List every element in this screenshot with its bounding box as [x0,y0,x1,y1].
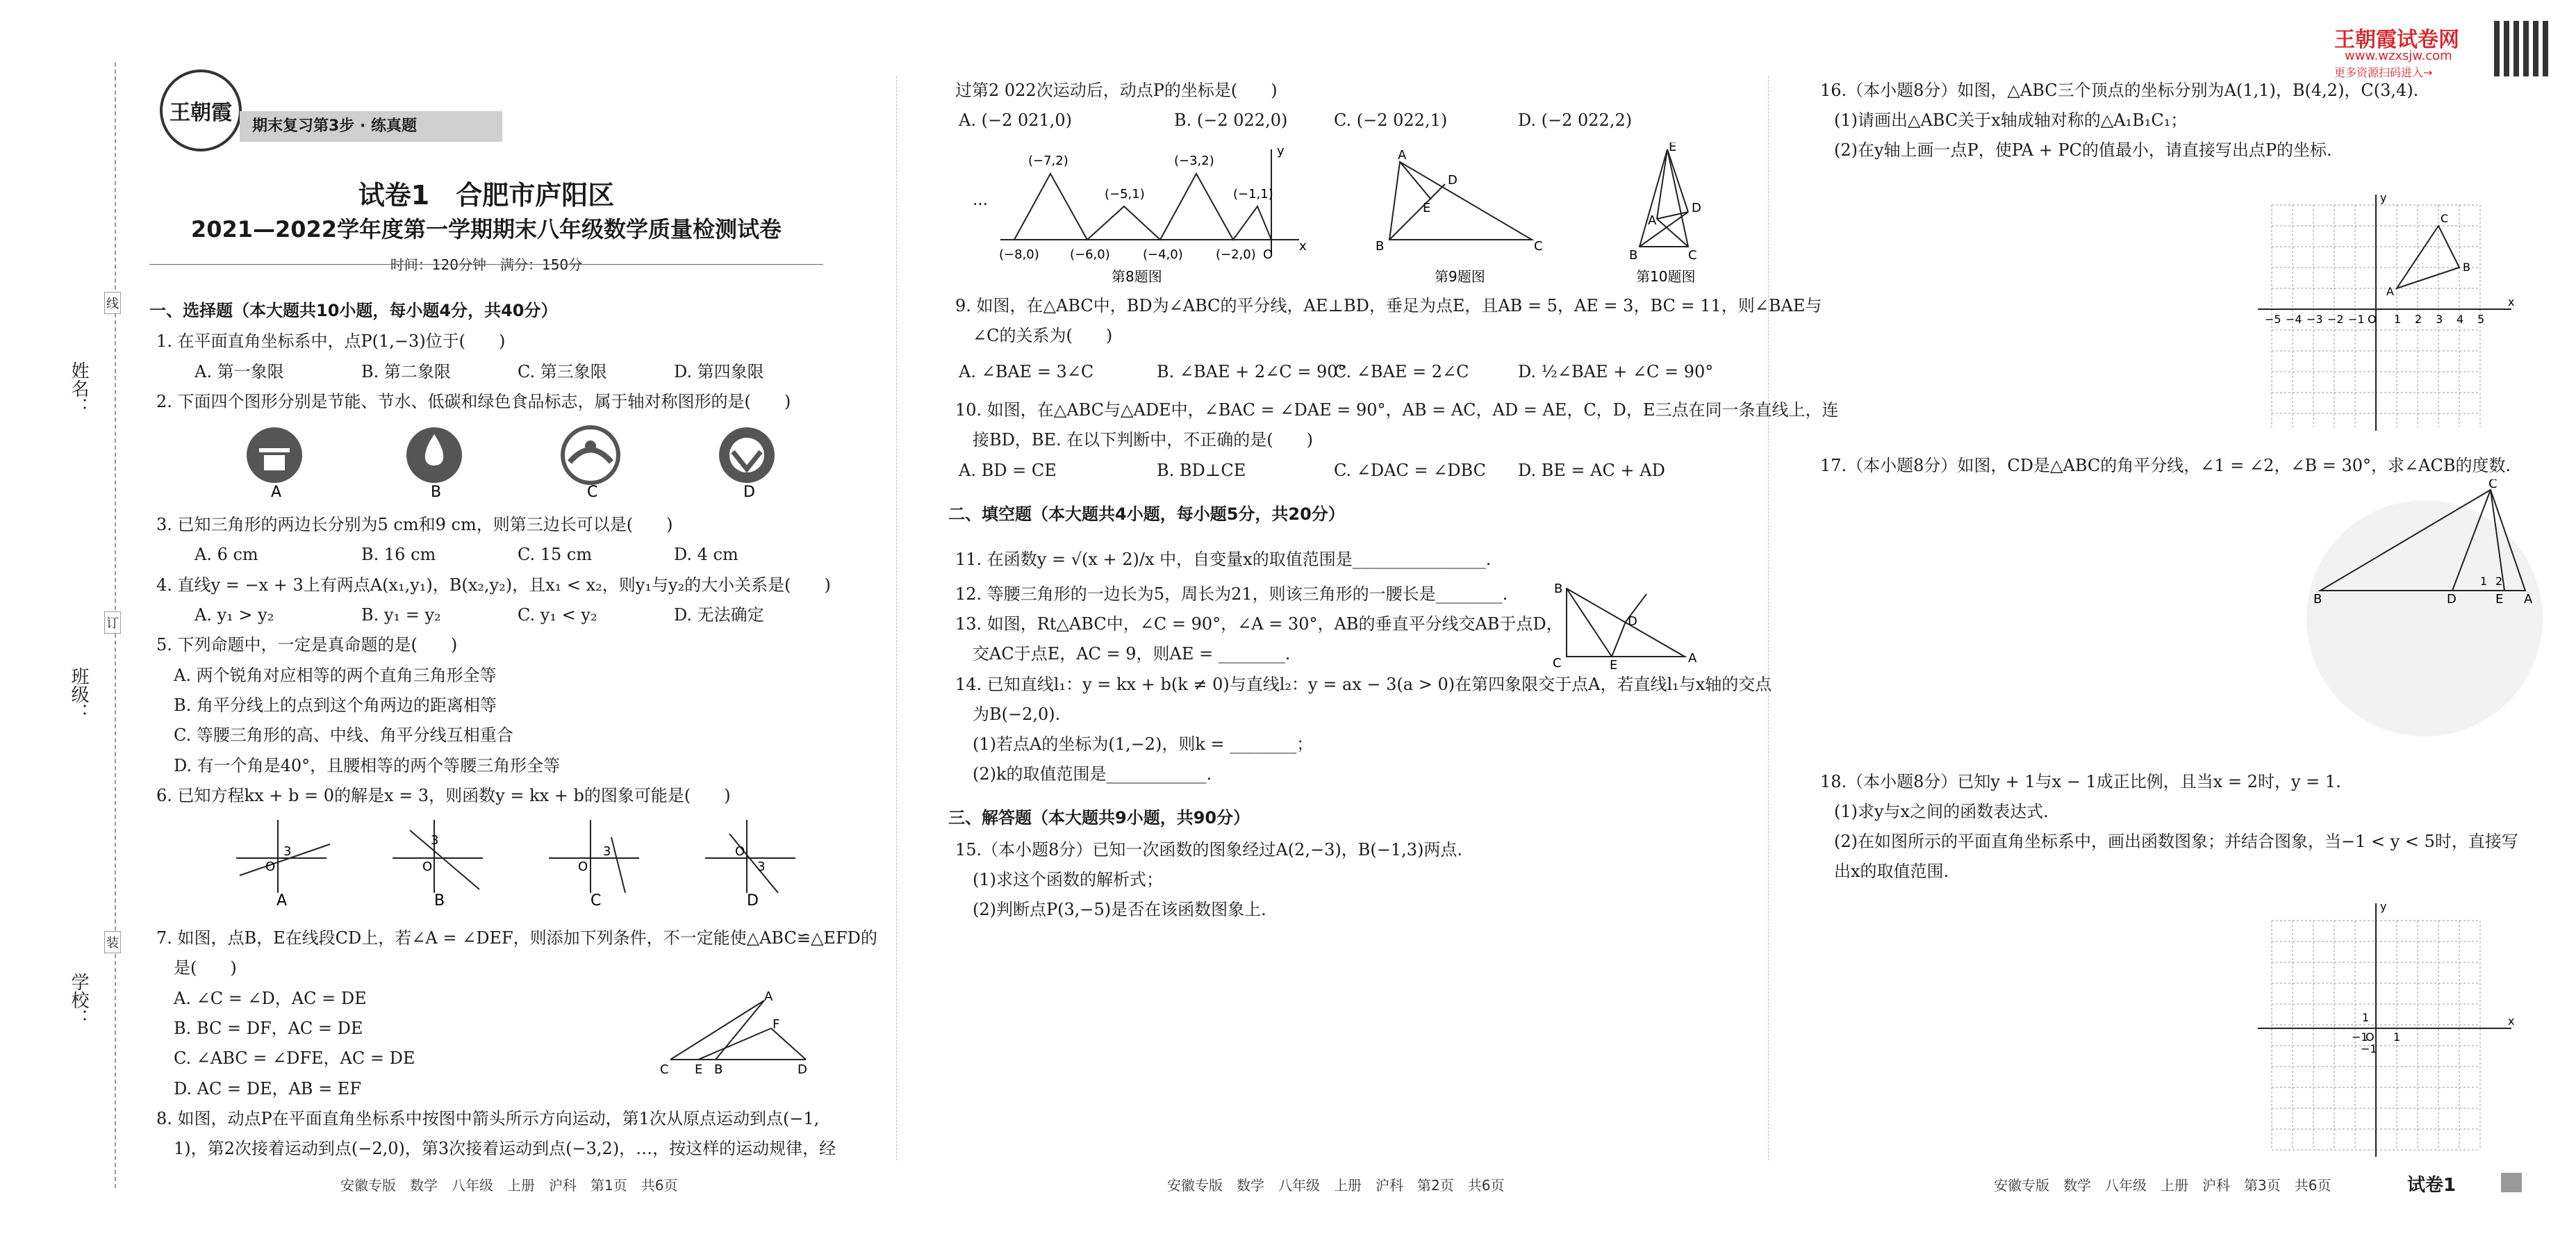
q5-option-d[interactable]: D. 有一个角是40°，且腰相等的两个等腰三角形全等 [174,756,561,775]
q1-option-c[interactable]: C. 第三象限 [518,362,607,381]
svg-text:−1: −1 [2352,1030,2368,1044]
svg-text:y: y [2380,900,2387,913]
q3-stem: 3. 已知三角形的两边长分别为5 cm和9 cm，则第三边长可以是( ) [156,515,673,534]
q3-option-b[interactable]: B. 16 cm [361,545,436,564]
brand-logo-text: 王朝霞 [170,101,232,125]
fig8-pt-4: (−1,1) [1233,187,1273,201]
q2-label-b: B [431,484,442,500]
class-field-label: 班级： [68,667,89,721]
svg-text:D: D [2447,592,2457,607]
q14-stem-cont: 为B(−2,0). [973,705,1061,724]
svg-text:C: C [1688,248,1697,263]
fold-mark-1: 线 [104,292,121,314]
fig8-origin: O [1263,247,1273,262]
fig9-caption: 第9题图 [1435,268,1485,285]
water-logo-icon [406,427,462,483]
svg-text:5: 5 [2477,313,2485,326]
column-divider-1 [896,76,897,1160]
fig10-triangle [1640,149,1688,247]
q7-option-b[interactable]: B. BC = DF，AC = DE [174,1019,363,1038]
fold-mark-2: 订 [104,611,121,634]
fig9-triangle [1389,162,1532,240]
svg-text:A: A [2386,285,2394,298]
footer-page-1: 安徽专版 数学 八年级 上册 沪科 第1页 共6页 [340,1177,678,1194]
svg-text:A: A [1688,651,1697,666]
fig8-pt-2: (−5,1) [1105,187,1145,201]
svg-text:D: D [1628,614,1637,629]
q5-option-a[interactable]: A. 两个锐角对应相等的两个直角三角形全等 [174,666,497,685]
step-tag-text: 期末复习第3步 · 练真题 [252,117,417,135]
column-divider-2 [1768,76,1769,1160]
q10-stem: 10. 如图，在△ABC与△ADE中，∠BAC = ∠DAE = 90°，AB = AC，AD = AE，C，D，E三点在同一条直线上，连 [955,400,1839,420]
fig8-base-3: (−4,0) [1143,247,1183,262]
q6-graphs [222,816,820,907]
step-tag [240,111,502,142]
svg-text:3: 3 [603,844,611,859]
svg-text:E: E [695,1062,703,1077]
greenfood-logo-icon [719,427,775,483]
svg-text:2: 2 [2495,575,2503,588]
section-1-heading: 一、选择题（本大题共10小题，每小题4分，共40分） [149,301,558,320]
svg-text:O: O [265,859,276,874]
svg-text:E: E [1669,142,1677,154]
q15-part-2: (2)判断点P(3,−5)是否在该函数图象上. [973,900,1266,919]
q8-stem-end: 过第2 022次运动后，动点P的坐标是( ) [955,81,1278,100]
svg-text:E: E [2495,592,2504,607]
q9-option-b[interactable]: B. ∠BAE + 2∠C = 90° [1157,362,1346,381]
svg-text:1: 1 [2394,313,2402,326]
svg-text:D: D [1692,201,1701,215]
fig8-base-1: (−8,0) [999,247,1039,262]
svg-text:B: B [1554,582,1563,596]
svg-text:−1: −1 [2348,313,2365,326]
q10-option-a[interactable]: A. BD = CE [959,461,1057,480]
svg-text:B: B [714,1062,723,1077]
lowcarbon-logo-icon [563,427,618,483]
svg-text:C: C [1553,656,1562,670]
q16-part-2: (2)在y轴上画一点P，使PA + PC的值最小，请直接写出点P的坐标. [1834,140,2332,160]
svg-text:−2: −2 [2327,313,2344,326]
q5-stem: 5. 下列命题中，一定是真命题的是( ) [156,635,458,655]
q7-option-a[interactable]: A. ∠C = ∠D，AC = DE [174,989,367,1008]
q4-stem: 4. 直线y = −x + 3上有两点A(x₁,y₁)，B(x₂,y₂)，且x₁ < x₂，则y₁与y₂的大小关系是( ) [156,575,831,595]
q15-stem: 15.（本小题8分）已知一次函数的图象经过A(2,−3)，B(−1,3)两点. [955,840,1463,859]
section-2-heading: 二、填空题（本大题共4小题，每小题5分，共20分） [948,504,1345,524]
svg-text:C: C [2441,212,2449,225]
q10-option-b[interactable]: B. BD⊥CE [1157,461,1246,480]
triangle-abc [2397,226,2459,288]
q2-logos [236,424,834,500]
q10-option-c[interactable]: C. ∠DAC = ∠DBC [1334,461,1486,480]
svg-text:B: B [1629,248,1638,263]
q1-option-a[interactable]: A. 第一象限 [195,362,284,381]
q18-grid [2244,900,2522,1160]
svg-text:D: D [1448,173,1458,188]
q15-part-1: (1)求这个函数的解析式； [973,870,1163,889]
q4-option-c[interactable]: C. y₁ < y₂ [518,605,597,625]
q9-stem-cont: ∠C的关系为( ) [973,326,1113,345]
svg-text:−3: −3 [2306,313,2323,326]
svg-text:−5: −5 [2265,313,2281,326]
school-field-label: 学校： [68,973,89,1027]
q6-label-b: B [434,892,445,907]
svg-text:2: 2 [2415,313,2422,326]
paper-title: 试卷1 合肥市庐阳区 [358,180,615,211]
q6-label-d: D [747,892,759,907]
q10-stem-cont: 接BD，BE. 在以下判断中，不正确的是( ) [973,430,1314,450]
svg-text:1: 1 [2362,1011,2370,1024]
q14-part-2: (2)k的取值范围是____________. [973,764,1212,784]
svg-text:4: 4 [2457,313,2464,326]
svg-text:3: 3 [283,844,292,859]
q5-option-c[interactable]: C. 等腰三角形的高、中线、角平分线互相重合 [174,725,513,745]
q7-stem: 7. 如图，点B，E在线段CD上，若∠A = ∠DEF，则添加下列条件，不一定能使△ABC≌△EFD的 [156,928,877,948]
svg-text:3: 3 [2436,313,2443,326]
q18-part-1: (1)求y与x之间的函数表达式. [1834,802,2049,821]
q6-stem: 6. 已知方程kx + b = 0的解是x = 3，则函数y = kx + b的图象可能是( ) [156,786,731,805]
q2-label-a: A [271,484,282,500]
svg-text:B: B [2463,261,2470,274]
svg-text:E: E [1423,201,1431,215]
paper-meta: 时间：120分钟 满分：150分 [390,256,583,273]
q7-option-c[interactable]: C. ∠ABC = ∠DFE，AC = DE [174,1048,415,1068]
q18-part-2: (2)在如图所示的平面直角坐标系中，画出函数图象；并结合图象，当−1 < y < 5时，直接写 [1834,832,2518,851]
qr-code[interactable] [2494,21,2550,76]
q6-label-a: A [276,892,288,907]
q14-part-1: (1)若点A的坐标为(1,−2)，则k = ________； [973,734,1314,754]
fig8-base-4: (−2,0) [1216,247,1256,262]
corner-brand-name: 王朝霞试卷网 [2334,28,2459,52]
section-3-heading: 三、解答题（本大题共9小题，共90分） [948,808,1250,828]
q13-figure [1546,580,1706,670]
q9-stem: 9. 如图，在△ABC中，BD为∠ABC的平分线，AE⊥BD，垂足为点E，且AB = 5，AE = 3，BC = 11，则∠BAE与 [955,296,1822,315]
svg-text:E: E [1610,658,1618,670]
svg-text:x: x [1299,239,1307,254]
q13-stem: 13. 如图，Rt△ABC中，∠C = 90°，∠A = 30°，AB的垂直平分线交AB于点D， [955,614,1563,634]
svg-text:y: y [1277,144,1285,158]
q18-part-2-cont: 出x的取值范围. [1834,862,1949,881]
svg-text:O: O [422,859,433,874]
svg-text:A: A [1398,148,1407,163]
q8-option-d[interactable]: D. (−2 022,2) [1518,110,1633,130]
q5-option-b[interactable]: B. 角平分线上的点到这个角两边的距离相等 [174,695,497,715]
svg-text:A: A [2524,592,2533,607]
paper-badge: 试卷1 [2407,1175,2457,1196]
q2-label-c: C [587,484,598,500]
q3-option-c[interactable]: C. 15 cm [518,545,593,564]
q8-stem: 8. 如图，动点P在平面直角坐标系中按图中箭头所示方向运动，第1次从原点运动到点(−1, [156,1109,820,1128]
svg-text:C: C [1534,239,1543,254]
q9-option-d[interactable]: D. ½∠BAE + ∠C = 90° [1518,362,1714,381]
svg-text:3: 3 [757,859,766,874]
svg-text:D: D [798,1062,807,1077]
svg-text:1: 1 [2393,1030,2401,1044]
q4-option-b[interactable]: B. y₁ = y₂ [361,605,441,625]
svg-text:C: C [2488,479,2497,491]
q3-option-a[interactable]: A. 6 cm [195,545,258,564]
svg-text:A: A [764,990,773,1004]
q10-option-d[interactable]: D. BE = AC + AD [1518,461,1665,480]
fig8-pt-3: (−3,2) [1174,154,1214,168]
q2-label-d: D [743,484,755,500]
q6-label-c: C [591,892,602,907]
q4-option-a[interactable]: A. y₁ > y₂ [195,605,274,625]
q1-option-d[interactable]: D. 第四象限 [674,362,764,381]
fig8-pt-1: (−7,2) [1028,154,1068,168]
corner-slogan: 更多资源扫码进入→ [2334,66,2433,79]
svg-text:C: C [660,1062,669,1077]
meta-rule [149,264,823,265]
q1-option-b[interactable]: B. 第二象限 [361,362,451,381]
fig8-base-2: (−6,0) [1070,247,1110,262]
q13-stem-cont: 交AC于点E，AC = 9，则AE = ________. [973,644,1291,664]
fold-mark-3: 装 [104,931,121,953]
paper-subtitle: 2021—2022学年度第一学期期末八年级数学质量检测试卷 [190,216,782,242]
q1-stem: 1. 在平面直角坐标系中，点P(1,−3)位于( ) [156,331,506,351]
q18-stem: 18.（本小题8分）已知y + 1与x − 1成正比例，且当x = 2时，y = 1. [1820,772,2341,791]
q4-option-d[interactable]: D. 无法确定 [674,605,764,625]
svg-text:−1: −1 [2361,1042,2377,1055]
corner-url: www.wzxsjw.com [2345,49,2452,63]
svg-text:3: 3 [431,833,439,848]
svg-text:F: F [773,1017,780,1032]
fig8-caption: 第8题图 [1112,268,1162,285]
svg-text:A: A [1648,213,1657,228]
name-field-label: 姓名： [68,361,89,415]
svg-text:O: O [2366,1030,2375,1044]
svg-text:−4: −4 [2286,313,2302,326]
q2-stem: 2. 下面四个图形分别是节能、节水、低碳和绿色食品标志，属于轴对称图形的是( ) [156,392,791,411]
svg-text:y: y [2380,191,2387,204]
q16-stem: 16.（本小题8分）如图，△ABC三个顶点的坐标分别为A(1,1)，B(4,2)，C(3,4). [1820,81,2419,100]
svg-text:B: B [2313,592,2322,607]
figures-8-9-10 [973,142,1765,288]
q12-stem: 12. 等腰三角形的一边长为5，周长为21，则该三角形的一腰长是________. [955,584,1508,604]
q11-stem: 11. 在函数y = √(x + 2)/x 中，自变量x的取值范围是________________. [955,550,1492,569]
footer-page-3: 安徽专版 数学 八年级 上册 沪科 第3页 共6页 [1994,1177,2331,1194]
badge-block [2501,1173,2522,1192]
q16-part-1: (1)请画出△ABC关于x轴成轴对称的△A₁B₁C₁； [1834,110,2188,130]
q8-option-b[interactable]: B. (−2 022,0) [1174,110,1288,130]
energy-logo-icon [247,427,302,483]
svg-text:…: … [973,192,988,209]
q7-stem-cont: 是( ) [174,958,237,978]
q8-option-c[interactable]: C. (−2 022,1) [1334,110,1448,130]
q14-stem: 14. 已知直线l₁：y = kx + b(k ≠ 0)与直线l₂：y = ax − 3(a > 0)在第四象限交于点A，若直线l₁与x轴的交点 [955,675,1772,694]
q9-option-a[interactable]: A. ∠BAE = 3∠C [959,362,1094,381]
svg-text:O: O [735,844,745,859]
q8-option-a[interactable]: A. (−2 021,0) [959,110,1073,130]
svg-text:O: O [2368,313,2377,326]
q9-option-c[interactable]: C. ∠BAE = 2∠C [1334,362,1469,381]
svg-text:O: O [578,859,588,874]
svg-text:x: x [2508,1014,2515,1028]
q17-figure [2313,479,2550,611]
q7-option-d[interactable]: D. AC = DE，AB = EF [174,1079,361,1098]
brand-logo [160,69,242,151]
footer-page-2: 安徽专版 数学 八年级 上册 沪科 第2页 共6页 [1167,1177,1505,1194]
q8-stem-cont: 1)，第2次接着运动到点(−2,0)，第3次接着运动到点(−3,2)，…，按这样的运动规律，经 [174,1139,836,1158]
svg-text:1: 1 [2480,575,2488,588]
svg-text:B: B [1376,239,1385,254]
fig10-caption: 第10题图 [1636,268,1696,285]
svg-text:x: x [2508,295,2515,308]
q3-option-d[interactable]: D. 4 cm [674,545,738,564]
q17-stem: 17.（本小题8分）如图，CD是△ABC的角平分线，∠1 = ∠2，∠B = 30°，求∠ACB的度数. [1820,456,2511,475]
q7-figure [660,990,820,1080]
q16-grid [2244,191,2522,434]
